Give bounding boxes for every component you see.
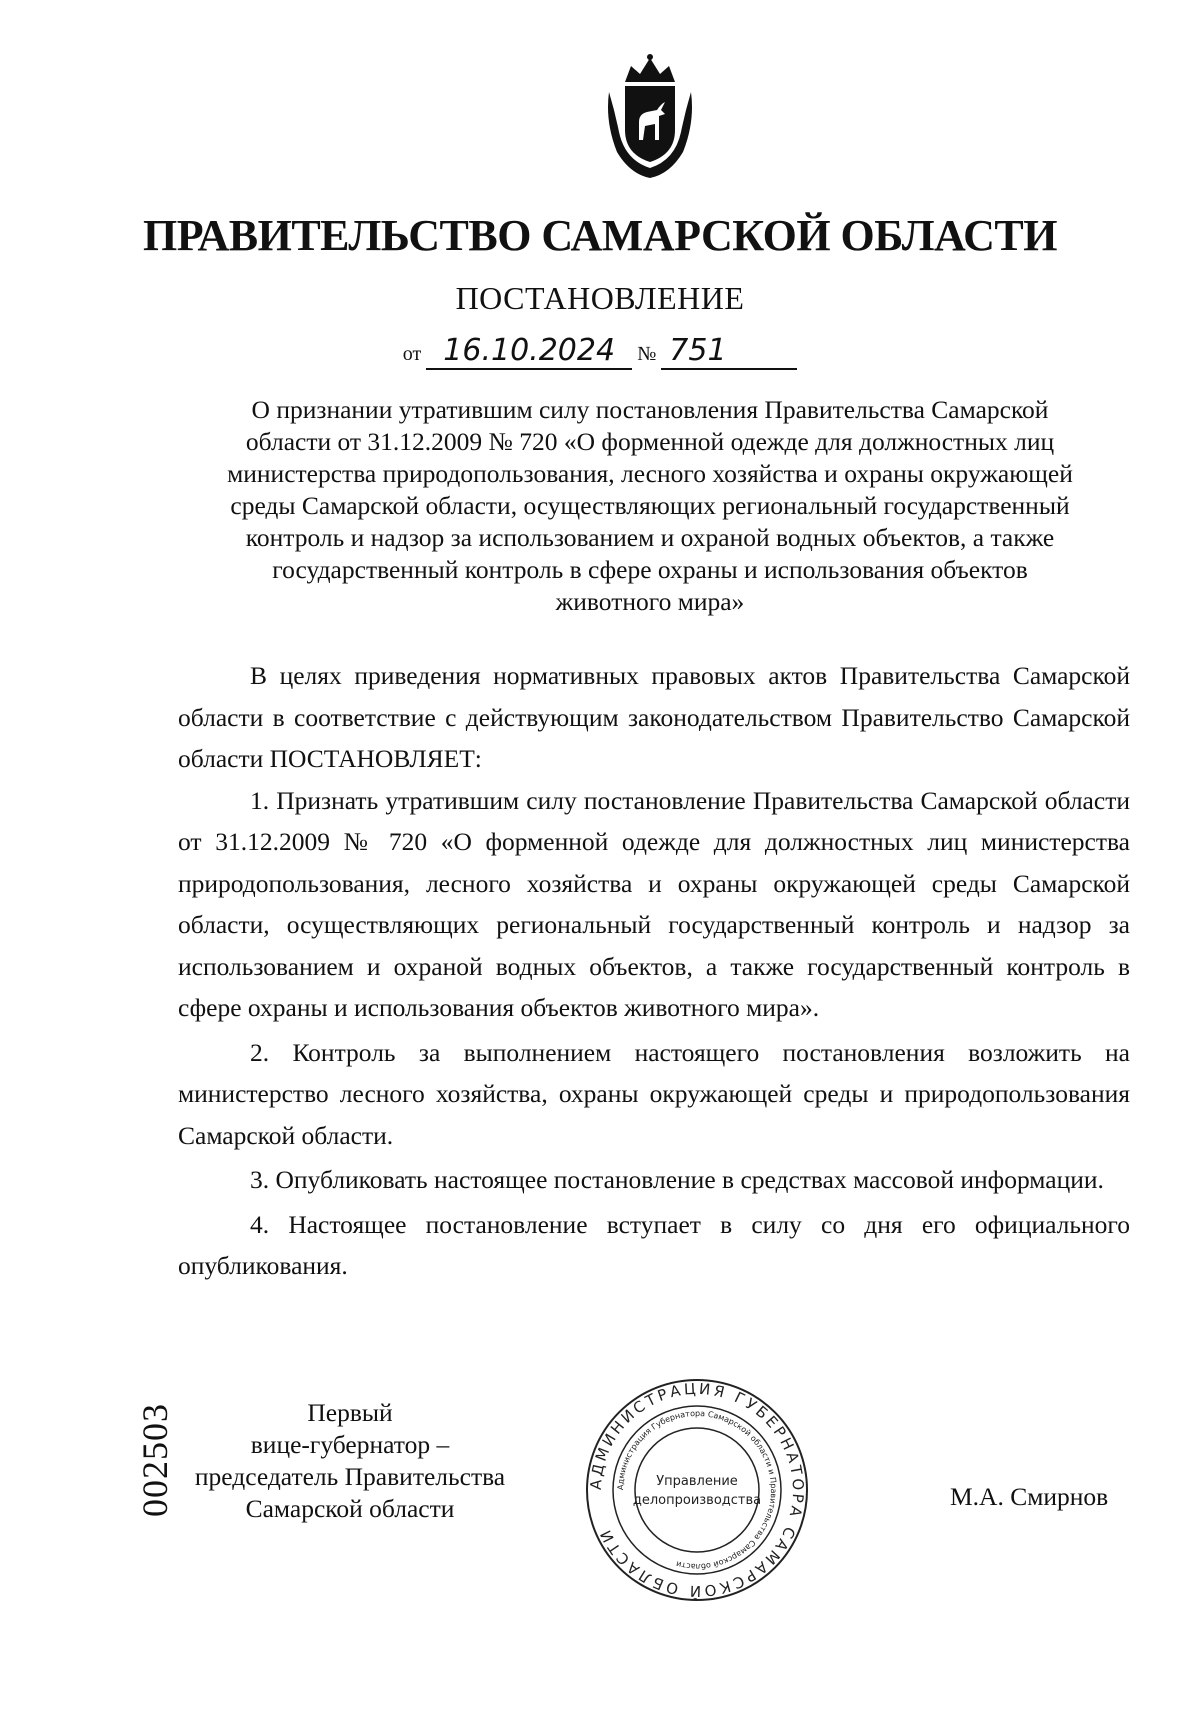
serial-number: 002503 bbox=[135, 1403, 175, 1517]
subject-line: государственный контроль в сфере охраны и использования объектов bbox=[272, 555, 1028, 584]
subject-line: контроль и надзор за использованием и охраной водных объектов, а также bbox=[245, 523, 1055, 552]
signer-name: М.А. Смирнов bbox=[950, 1482, 1109, 1511]
doc-type: ПОСТАНОВЛЕНИЕ bbox=[455, 280, 745, 316]
org-title: ПРАВИТЕЛЬСТВО САМАРСКОЙ ОБЛАСТИ bbox=[143, 211, 1057, 260]
subject-line: животного мира» bbox=[555, 587, 745, 616]
handwritten-number: 751 bbox=[661, 334, 797, 370]
stamp-middle-text: Администрация Губернатора Самарской области и Правительства Самарской области bbox=[615, 1408, 779, 1572]
coat-of-arms bbox=[595, 52, 705, 180]
signer-title-line: председатель Правительства bbox=[194, 1462, 506, 1491]
item-2-paragraph: 2. Контроль за выполнением настоящего постановления возложить на министерство лесного хозяйства, охраны окружающей среды и природопользования Самарской области. bbox=[178, 1037, 1130, 1150]
item-3-paragraph: 3. Опубликовать настоящее постановление в средствах массовой информации. bbox=[250, 1165, 1104, 1194]
stamp-center-line-2: делопроизводства bbox=[632, 1493, 762, 1508]
item-4-paragraph: 4. Настоящее постановление вступает в силу со дня его официального опубликования. bbox=[178, 1209, 1130, 1280]
subject-line: области от 31.12.2009 № 720 «О форменной одежде для должностных лиц bbox=[245, 427, 1055, 456]
intro-paragraph: В целях приведения нормативных правовых актов Правительства Самарской области в соответствие с действующим законодательством Правительство Самарской области ПОСТАНОВЛЯЕТ: bbox=[178, 661, 1130, 773]
item-1-paragraph: 1. Признать утратившим силу постановление Правительства Самарской области от 31.12.2009 № 720 «О форменной одежде для должностных лиц министерства природопользования, лесного хозяйства и охраны окружающей среды Самарской области, осуществляющих региональный государственный контроль и надзор за использованием и охраной водных объектов, а также государственный контроль в сфере охраны и использования объектов животного мира». bbox=[178, 785, 1130, 1022]
coat-of-arms-icon bbox=[595, 52, 705, 180]
document-body bbox=[178, 655, 1130, 1287]
date-number-line bbox=[0, 334, 1200, 370]
subject-line: министерства природопользования, лесного хозяйства и охраны окружающей bbox=[227, 459, 1073, 488]
date-prefix: от bbox=[402, 343, 422, 365]
stamp-outer-text: АДМИНИСТРАЦИЯ ГУБЕРНАТОРА САМАРСКОЙ ОБЛАСТИ bbox=[586, 1379, 808, 1601]
svg-text:Администрация Губернатора Сама bbox=[616, 1409, 778, 1571]
signer-title-line: вице-губернатор – bbox=[250, 1430, 450, 1459]
document-subject bbox=[170, 394, 1130, 618]
official-stamp bbox=[582, 1375, 812, 1605]
subject-line: среды Самарской области, осуществляющих региональный государственный bbox=[230, 491, 1070, 520]
subject-line: О признании утратившим силу постановления Правительства Самарской bbox=[251, 395, 1049, 424]
stamp-seal-icon bbox=[582, 1375, 812, 1605]
signer-title bbox=[180, 1397, 520, 1525]
signer-title-line: Самарской области bbox=[245, 1494, 455, 1523]
signer-title-line: Первый bbox=[307, 1398, 393, 1427]
handwritten-date: 16.10.2024 bbox=[426, 334, 632, 370]
stamp-center-line-1: Управление bbox=[656, 1474, 738, 1489]
number-prefix: № bbox=[637, 343, 657, 365]
